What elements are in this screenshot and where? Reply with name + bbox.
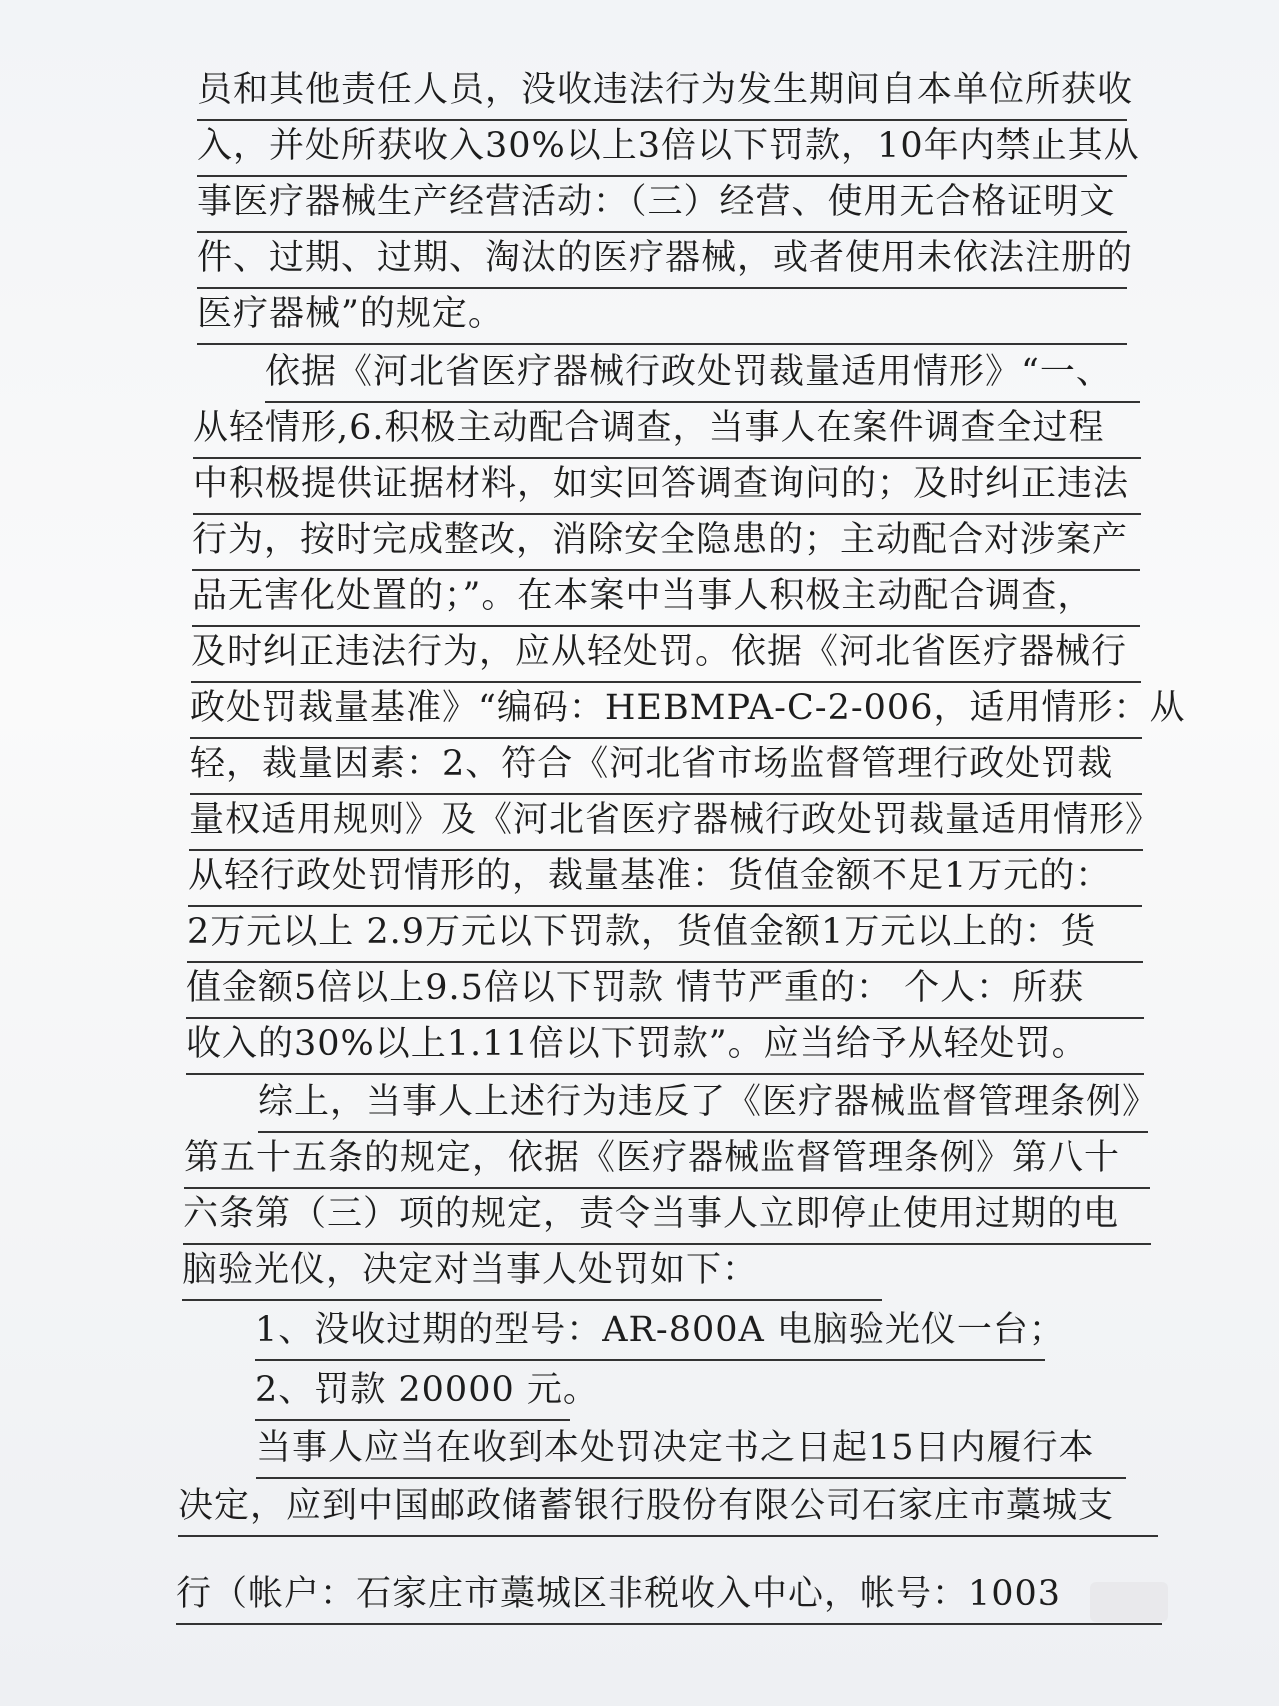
text-line: 量权适用规则》及《河北省医疗器械行政处罚裁量适用情形》 <box>189 793 1143 851</box>
text-line: 综上，当事人上述行为违反了《医疗器械监督管理条例》 <box>258 1075 1148 1133</box>
text-line: 政处罚裁量基准》“编码：HEBMPA-C-2-006，适用情形：从 <box>190 681 1142 739</box>
text-line: 决定，应到中国邮政储蓄银行股份有限公司石家庄市藁城支 <box>178 1479 1158 1537</box>
text-line: 中积极提供证据材料，如实回答调查询问的；及时纠正违法 <box>193 457 1141 515</box>
text-line: 当事人应当在收到本处罚决定书之日起15日内履行本 <box>256 1421 1126 1479</box>
text-line: 从轻行政处罚情形的，裁量基准：货值金额不足1万元的： <box>188 849 1142 907</box>
text-line: 收入的30%以上1.11倍以下罚款”。应当给予从轻处罚。 <box>186 1017 1144 1075</box>
text-line: 员和其他责任人员，没收违法行为发生期间自本单位所获收 <box>197 63 1127 121</box>
text-line: 医疗器械”的规定。 <box>197 287 1127 345</box>
text-line: 脑验光仪，决定对当事人处罚如下： <box>182 1243 882 1301</box>
text-line: 品无害化处置的；”。在本案中当事人积极主动配合调查， <box>192 569 1140 627</box>
redaction-blur <box>1090 1582 1168 1622</box>
text-line: 件、过期、过期、淘汰的医疗器械，或者使用未依法注册的 <box>197 231 1127 289</box>
text-line: 入，并处所获收入30%以上3倍以下罚款，10年内禁止其从 <box>197 119 1127 177</box>
text-line: 从轻情形,6.积极主动配合调查，当事人在案件调查全过程 <box>193 401 1141 459</box>
text-line: 行（帐户：石家庄市藁城区非税收入中心，帐号：1003 <box>176 1567 1162 1625</box>
text-line: 行为，按时完成整改，消除安全隐患的；主动配合对涉案产 <box>192 513 1140 571</box>
text-line: 2、罚款 20000 元。 <box>255 1363 570 1421</box>
text-line: 1、没收过期的型号：AR-800A 电脑验光仪一台； <box>255 1303 1045 1361</box>
text-line: 六条第（三）项的规定，责令当事人立即停止使用过期的电 <box>183 1187 1151 1245</box>
text-line: 2万元以上 2.9万元以下罚款，货值金额1万元以上的：货 <box>187 905 1143 963</box>
text-line: 依据《河北省医疗器械行政处罚裁量适用情形》“一、 <box>265 345 1140 403</box>
text-line: 轻，裁量因素：2、符合《河北省市场监督管理行政处罚裁 <box>190 737 1142 795</box>
text-line: 值金额5倍以上9.5倍以下罚款 情节严重的： 个人：所获 <box>186 961 1144 1019</box>
text-line: 及时纠正违法行为，应从轻处罚。依据《河北省医疗器械行 <box>191 625 1141 683</box>
text-line: 第五十五条的规定，依据《医疗器械监督管理条例》第八十 <box>184 1131 1150 1189</box>
text-line: 事医疗器械生产经营活动：（三）经营、使用无合格证明文 <box>197 175 1127 233</box>
